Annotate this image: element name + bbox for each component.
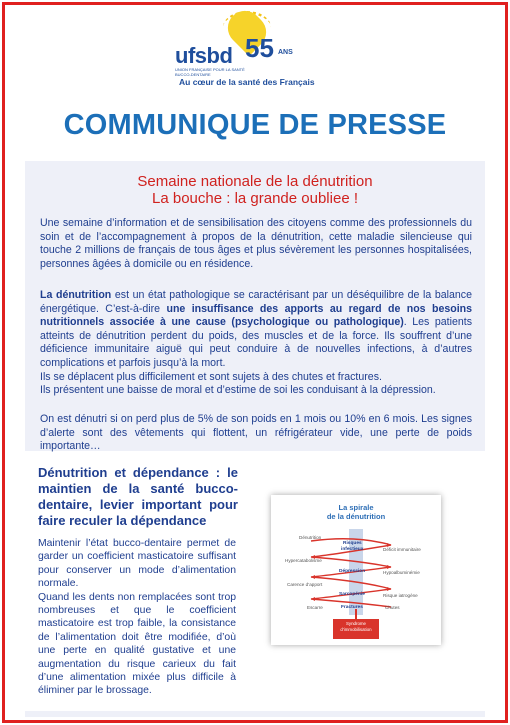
logo-years-unit: ANS	[278, 49, 293, 56]
headline-line1: Semaine nationale de la dénutrition	[137, 173, 373, 190]
spiral-diagram	[271, 495, 441, 645]
label-depression: Dépression	[339, 569, 366, 574]
headline-line2: La bouche : la grande oubliee !	[152, 190, 358, 207]
label-hypoalbuminemie: Hypoalbuminémie	[383, 570, 420, 575]
logo-subtitle: UNION FRANÇAISE POUR LA SANTÉ BUCCO-DENTAIRE	[175, 67, 245, 77]
label-syndrome: Syndrome d’immobilisation	[333, 619, 379, 639]
section-heading: Dénutrition et dépendance : le maintien de la santé bucco-dentaire, levier important pour faire reculer la dépendance	[38, 465, 238, 528]
section-body-1: Maintenir l’état bucco-dentaire permet de garder un coefficient masticatoire suffisant pour conserver un mode d’alimentation normale.	[38, 538, 236, 590]
label-carence: Carence d’apport	[287, 582, 323, 587]
footer-band	[25, 711, 485, 717]
label-risques: Risques	[343, 541, 362, 546]
definition-text-1: est un état pathologique se caractérisant par un déséquilibre de la balance énergétique. C’est-à-dire	[40, 289, 472, 315]
press-release-page	[2, 2, 508, 723]
label-hypercatabolisme: Hypercatabolisme	[285, 558, 322, 563]
ufsbd-logo	[175, 11, 325, 91]
headline	[25, 173, 485, 207]
label-deficit: Déficit immunitaire	[383, 547, 421, 552]
definition-emphasis: une insuffisance des apports au regard de nos besoins nutritionnels associée à une cause (psychologique ou pathologique)	[40, 302, 473, 329]
logo-years: 55	[245, 33, 274, 63]
label-sarcopenie: Sarcopénie	[339, 592, 365, 597]
label-escarre: Escarre	[307, 605, 323, 610]
label-denutrition: Dénutrition	[299, 535, 322, 540]
label-chutes: Chutes	[385, 605, 400, 610]
page-title: COMMUNIQUE DE PRESSE	[63, 109, 447, 141]
diagram-title-line2: de la dénutrition	[326, 512, 386, 521]
definition-paragraph	[40, 289, 472, 398]
alert-paragraph: On est dénutri si on perd plus de 5% de son poids en 1 mois ou 10% en 6 mois. Les signes d’alerte sont des vêtements qui flottent, un réfrigérateur vide, une perte de poids importante…	[40, 413, 472, 453]
definition-term: La dénutrition	[40, 289, 112, 301]
definition-line-b: Ils présentent une baisse de moral et d’estime de soi les conduisant à la dépression.	[40, 384, 436, 397]
definition-line-a: Ils se déplacent plus difficilement et sont sujets à des chutes et fractures.	[40, 370, 382, 383]
section-body	[38, 537, 236, 698]
diagram-title-line1: La spirale	[338, 503, 374, 512]
definition-text-2: . Les patients atteints de dénutrition perdent du poids, des muscles et de la force. Ils souffrent d’une déficience immunitaire aiguë qui peut conduire à de nouvelles infections, à d’autres complications et parfois jusqu’à la mort.	[40, 316, 472, 369]
logo-brand: ufsbd	[175, 43, 233, 68]
logo-tagline: Au cœur de la santé des Français	[179, 77, 315, 87]
section-body-2: Quand les dents non remplacées sont trop nombreuses et que le coefficient masticatoire est trop faible, la consistance de l’alimentation doit être modifiée, d’où une perte en qualité gustative et une augmentation du risque carieux du fait d’une alimentation mixée plus difficile à éliminer par le brossage.	[38, 591, 236, 697]
label-fractures: Fractures	[341, 605, 363, 610]
label-infectieux: infectieux	[341, 547, 364, 552]
intro-paragraph: Une semaine d’information et de sensibilisation des citoyens comme des professionnels du soin et de l’accompagnement à propos de la dénutrition, cette maladie silencieuse qui touche 2 millions de français de tous âges et plus sévèrement les personnes hospitalisées, personnes âgées à domicile ou en résidence.	[40, 217, 472, 270]
label-risque-iatrogene: Risque iatrogène	[383, 593, 418, 598]
